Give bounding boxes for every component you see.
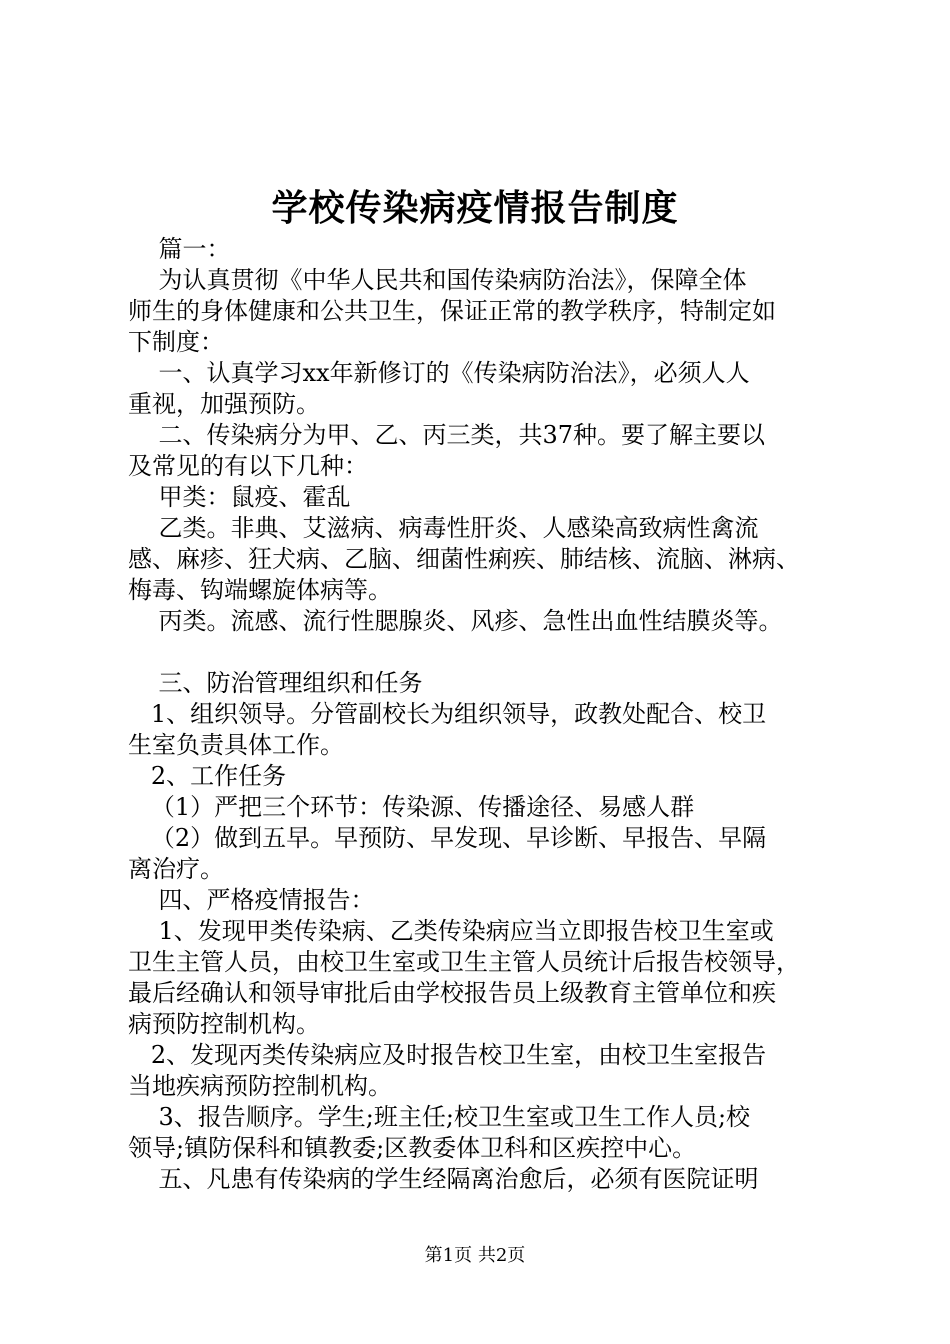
- body-line: 为认真贯彻《中华人民共和国传染病防治法》，保障全体: [128, 266, 747, 294]
- body-line: 1、发现甲类传染病、乙类传染病应当立即报告校卫生室或: [128, 917, 774, 945]
- body-line: 乙类。非典、艾滋病、病毒性肝炎、人感染高致病性禽流: [128, 514, 759, 542]
- body-line: 生室负责具体工作。: [128, 731, 344, 759]
- body-line: 当地疾病预防控制机构。: [128, 1072, 392, 1100]
- body-line: （1）严把三个环节：传染源、传播途径、易感人群: [128, 793, 695, 821]
- body-line: 卫生主管人员，由校卫生室或卫生主管人员统计后报告校领导，: [128, 948, 800, 976]
- body-line: 五、凡患有传染病的学生经隔离治愈后，必须有医院证明: [128, 1165, 759, 1193]
- body-line: 二、传染病分为甲、乙、丙三类，共37种。要了解主要以: [128, 421, 766, 449]
- page-footer: 第1页 共2页: [424, 1245, 526, 1266]
- body-line: 领导;镇防保科和镇教委;区教委体卫科和区疾控中心。: [128, 1134, 697, 1162]
- body-line: 3、报告顺序。学生;班主任;校卫生室或卫生工作人员;校: [128, 1103, 751, 1131]
- body-line: 三、防治管理组织和任务: [128, 669, 423, 697]
- body-line: 1、组织领导。分管副校长为组织领导，政教处配合、校卫: [128, 700, 767, 728]
- body-line: 梅毒、钩端螺旋体病等。: [128, 576, 392, 604]
- body-line: 一、认真学习xx年新修订的《传染病防治法》，必须人人: [128, 359, 750, 387]
- document-title: 学校传染病疫情报告制度: [271, 187, 679, 229]
- body-line: 师生的身体健康和公共卫生，保证正常的教学秩序，特制定如: [128, 297, 776, 325]
- body-line: 最后经确认和领导审批后由学校报告员上级教育主管单位和疾: [128, 979, 776, 1007]
- body-line: 重视，加强预防。: [128, 390, 320, 418]
- body-line: 篇一：: [128, 235, 231, 263]
- body-line: 2、发现丙类传染病应及时报告校卫生室，由校卫生室报告: [128, 1041, 767, 1069]
- body-line: 四、严格疫情报告：: [128, 886, 375, 914]
- document-body: [128, 234, 848, 1195]
- body-line: 下制度：: [128, 328, 224, 356]
- body-line: 丙类。流感、流行性腮腺炎、风疹、急性出血性结膜炎等。: [128, 607, 783, 635]
- body-line: 2、工作任务: [128, 762, 287, 790]
- body-line: 病预防控制机构。: [128, 1010, 320, 1038]
- body-line: 及常见的有以下几种：: [128, 452, 368, 480]
- body-line: [128, 637, 848, 668]
- body-line: 甲类：鼠疫、霍乱: [128, 483, 351, 511]
- body-line: （2）做到五早。早预防、早发现、早诊断、早报告、早隔: [128, 824, 767, 852]
- body-line: 感、麻疹、狂犬病、乙脑、细菌性痢疾、肺结核、流脑、淋病、: [128, 545, 800, 573]
- body-line: 离治疗。: [128, 855, 224, 883]
